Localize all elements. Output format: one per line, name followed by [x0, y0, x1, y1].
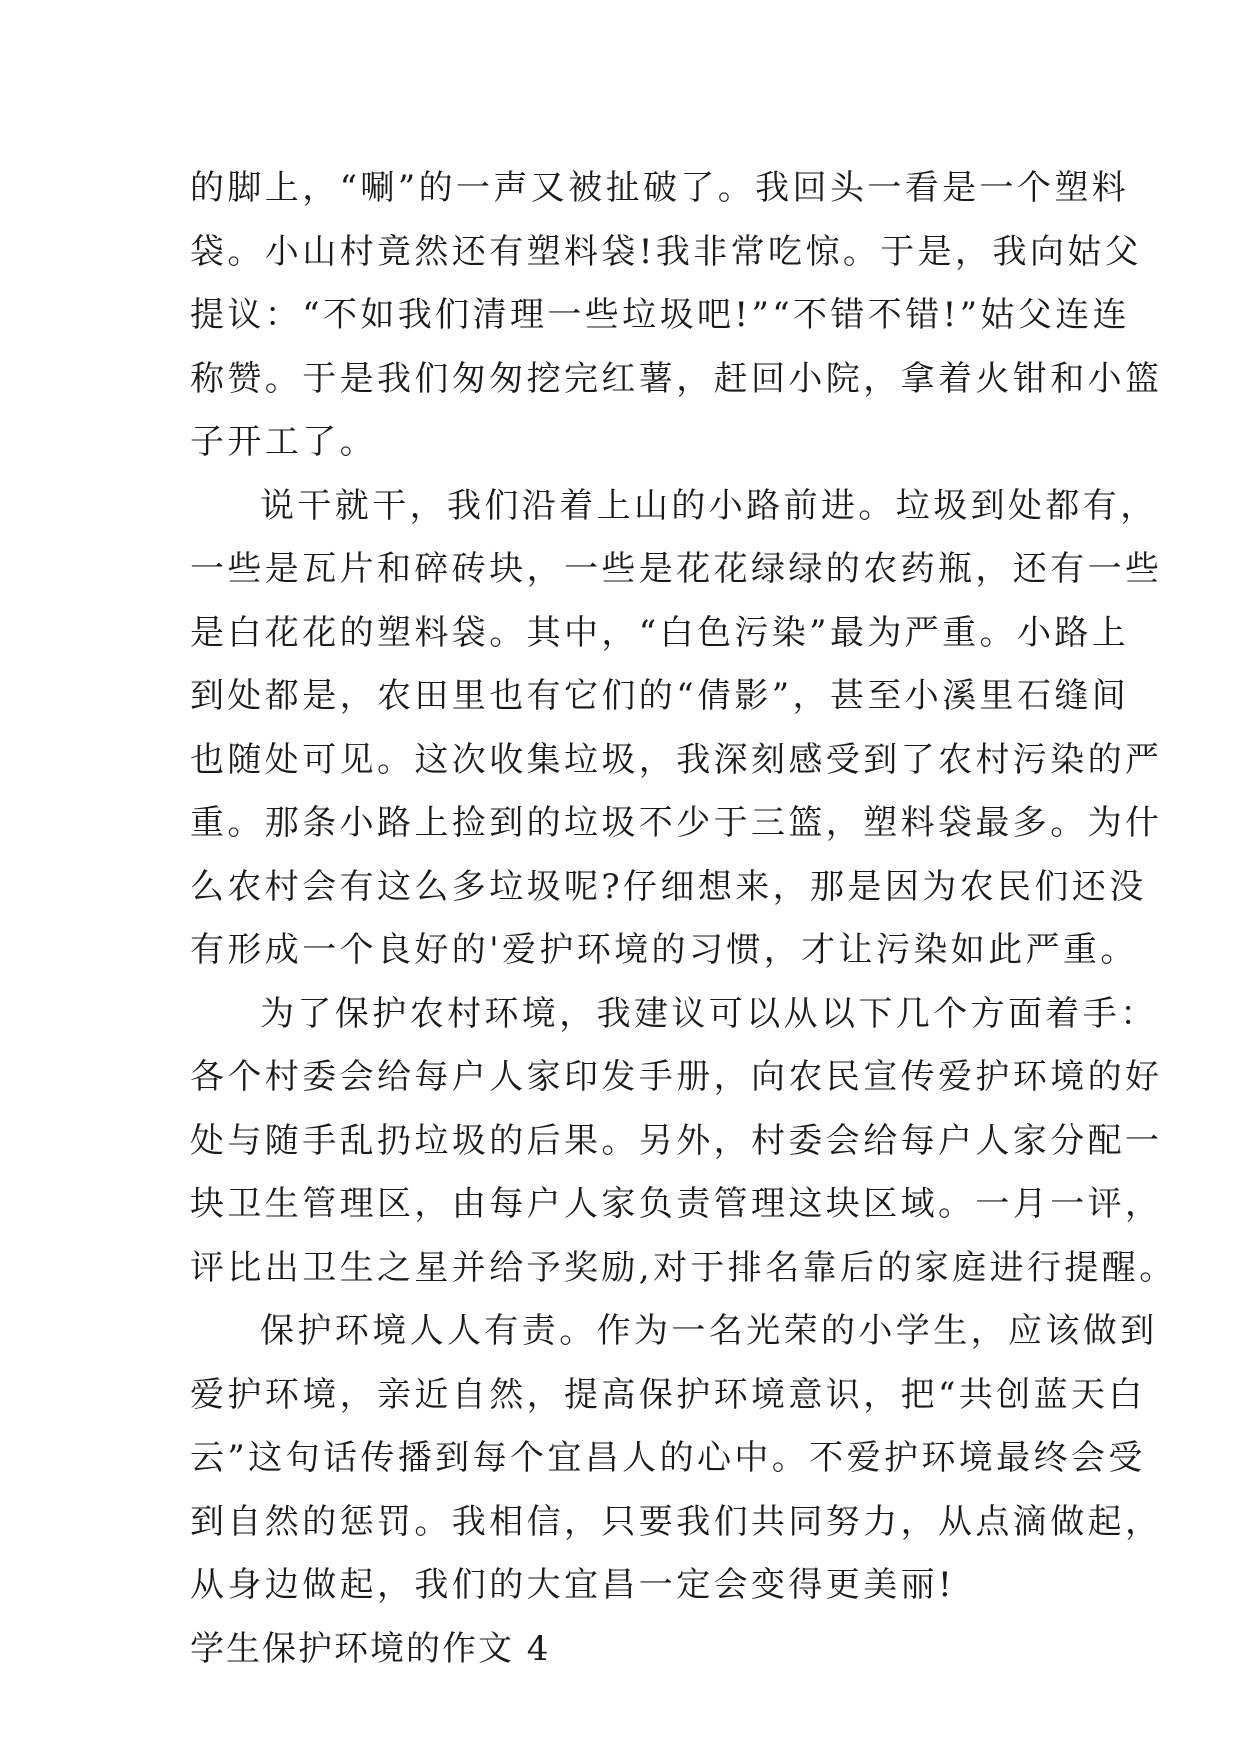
text-line: 么农村会有这么多垃圾呢?仔细想来，那是因为农民们还没 — [190, 866, 1147, 907]
text-line: 提议：“不如我们清理一些垃圾吧!”“不错不错!”姑父连连 — [190, 295, 1131, 335]
paragraph-4 — [190, 1300, 1163, 1618]
text-line: 块卫生管理区，由每户人家负责管理这块区域。一月一评， — [190, 1184, 1163, 1224]
text-line: 袋。小山村竟然还有塑料袋!我非常吃惊。于是，我向姑父 — [190, 231, 1143, 272]
text-line: 子开工了。 — [190, 422, 377, 462]
text-line: 也随处可见。这次收集垃圾，我深刻感受到了农村污染的严 — [190, 739, 1163, 780]
text-line: 各个村委会给每户人家印发手册，向农民宣传爱护环境的好 — [190, 1057, 1163, 1097]
paragraph-1 — [190, 157, 1163, 475]
text-line: 爱护环境，亲近自然，提高保护环境意识，把“共创蓝天白 — [190, 1374, 1146, 1415]
text-line: 处与随手乱扔垃圾的后果。另外，村委会给每户人家分配一 — [190, 1120, 1163, 1161]
text-line: 重。那条小路上捡到的垃圾不少于三篮，塑料袋最多。为什 — [190, 803, 1163, 843]
text-line: 一些是瓦片和碎砖块，一些是花花绿绿的农药瓶，还有一些 — [190, 549, 1163, 589]
paragraph-2 — [190, 475, 1163, 983]
text-line: 称赞。于是我们匆匆挖完红薯，赶回小院，拿着火钳和小篮 — [190, 358, 1163, 399]
text-line: 为了保护农村环境，我建议可以从以下几个方面着手： — [260, 993, 1158, 1034]
text-line: 到自然的惩罚。我相信，只要我们共同努力，从点滴做起， — [190, 1501, 1163, 1542]
text-line: 评比出卫生之星并给予奖励,对于排名靠后的家庭进行提醒。 — [190, 1247, 1177, 1288]
text-line: 云”这句话传播到每个宜昌人的心中。不爱护环境最终会受 — [190, 1438, 1146, 1478]
text-line: 是白花花的塑料袋。其中，“白色污染”最为严重。小路上 — [190, 612, 1130, 653]
text-line: 说干就干，我们沿着上山的小路前进。垃圾到处都有， — [260, 485, 1158, 526]
text-line: 从身边做起，我们的大宜昌一定会变得更美丽! — [190, 1565, 956, 1605]
text-line: 到处都是，农田里也有它们的“倩影”，甚至小溪里石缝间 — [190, 676, 1130, 716]
document-body — [190, 157, 1177, 1681]
text-line: 有形成一个良好的'爱护环境的习惯，才让污染如此严重。 — [190, 930, 1138, 970]
text-line: 保护环境人人有责。作为一名光荣的小学生，应该做到 — [260, 1311, 1158, 1351]
section-heading: 学生保护环境的作文 4 — [190, 1628, 551, 1669]
text-line: 的脚上，“唰”的一声又被扯破了。我回头一看是一个塑料 — [190, 168, 1130, 208]
paragraph-3 — [190, 983, 1177, 1301]
